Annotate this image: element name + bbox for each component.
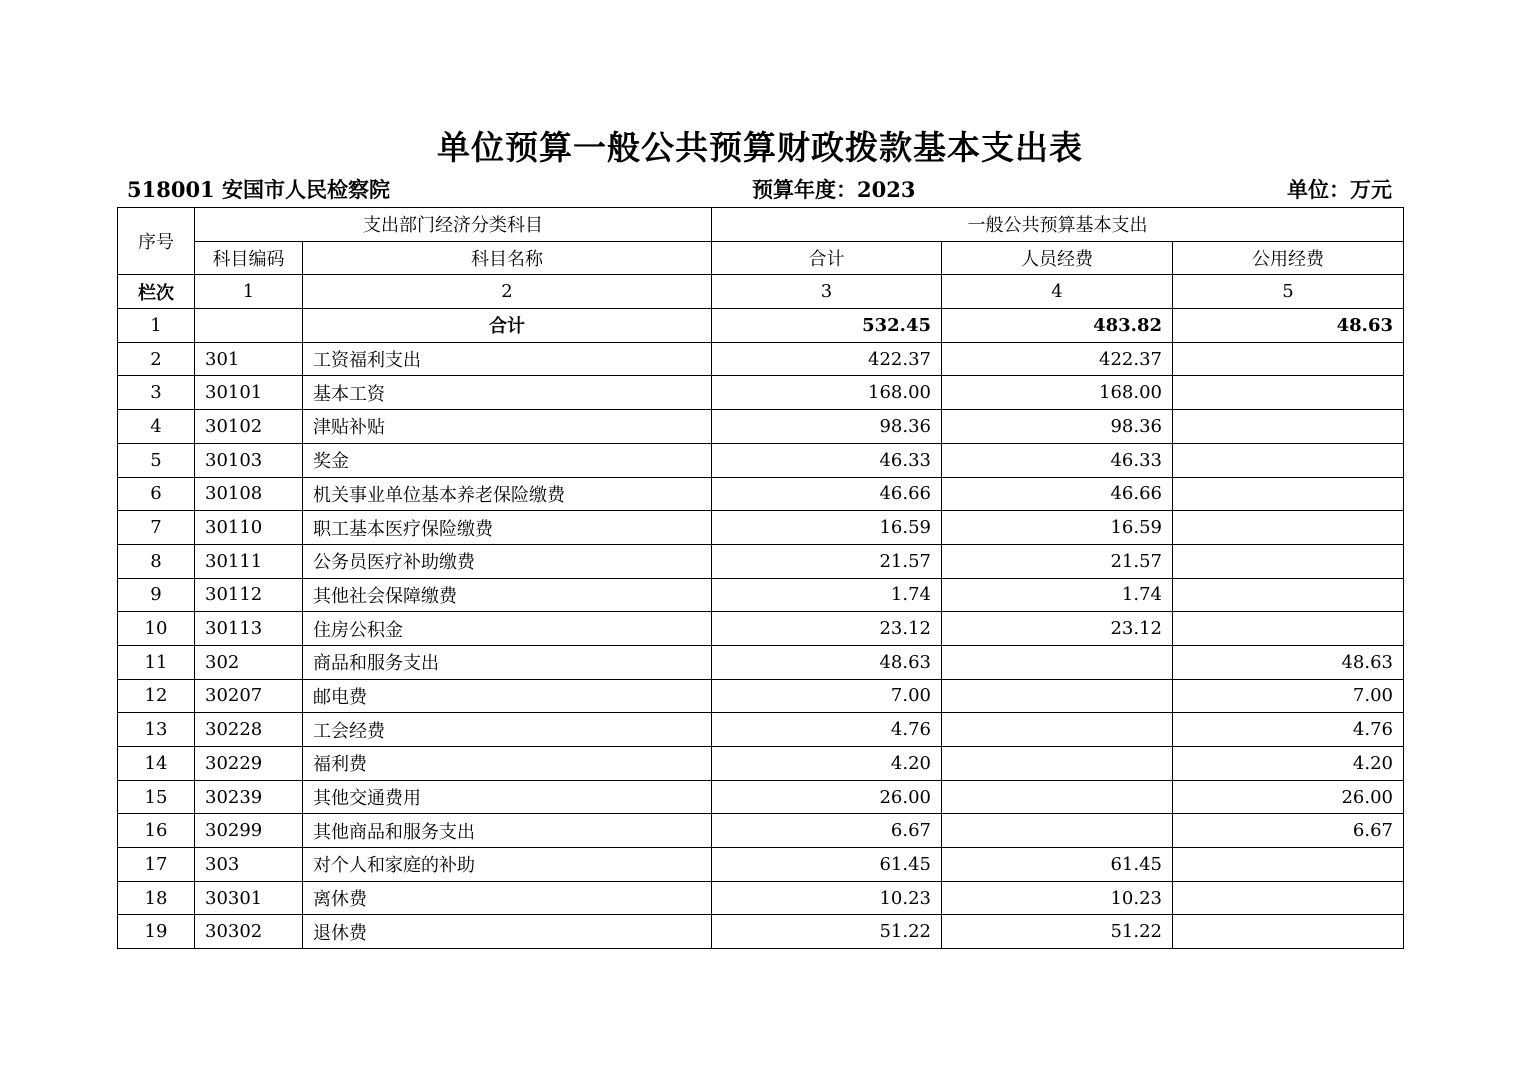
row-total: 7.00 (712, 679, 942, 713)
row-public: 26.00 (1173, 780, 1404, 814)
row-public (1173, 477, 1404, 511)
row-name: 工资福利支出 (303, 342, 712, 376)
table-row (118, 544, 1404, 578)
row-name: 职工基本医疗保险缴费 (303, 511, 712, 545)
row-seq: 19 (118, 915, 195, 949)
row-code: 30228 (195, 713, 303, 747)
row-public (1173, 881, 1404, 915)
column-number: 3 (712, 275, 942, 309)
row-code: 30112 (195, 578, 303, 612)
column-number: 5 (1173, 275, 1404, 309)
table-row (118, 747, 1404, 781)
row-public (1173, 848, 1404, 882)
row-total: 98.36 (712, 410, 942, 444)
row-name: 工会经费 (303, 713, 712, 747)
table-row (118, 713, 1404, 747)
row-code: 30229 (195, 747, 303, 781)
row-personnel: 422.37 (942, 342, 1173, 376)
row-code: 30299 (195, 814, 303, 848)
column-number-row (118, 275, 1404, 309)
total-seq: 1 (118, 309, 195, 343)
row-seq: 18 (118, 881, 195, 915)
row-public (1173, 443, 1404, 477)
row-personnel: 23.12 (942, 612, 1173, 646)
row-seq: 14 (118, 747, 195, 781)
total-personnel: 483.82 (942, 309, 1173, 343)
row-public: 4.76 (1173, 713, 1404, 747)
row-personnel (942, 679, 1173, 713)
row-seq: 17 (118, 848, 195, 882)
row-code: 30113 (195, 612, 303, 646)
row-code: 30102 (195, 410, 303, 444)
row-total: 46.66 (712, 477, 942, 511)
header-public: 公用经费 (1173, 241, 1404, 275)
row-seq: 7 (118, 511, 195, 545)
row-seq: 10 (118, 612, 195, 646)
column-number: 4 (942, 275, 1173, 309)
row-code: 30110 (195, 511, 303, 545)
header-row-2 (118, 241, 1404, 275)
row-total: 4.76 (712, 713, 942, 747)
row-code: 30103 (195, 443, 303, 477)
row-total: 21.57 (712, 544, 942, 578)
row-seq: 13 (118, 713, 195, 747)
row-name: 其他商品和服务支出 (303, 814, 712, 848)
total-row (118, 309, 1404, 343)
row-public (1173, 410, 1404, 444)
row-name: 离休费 (303, 881, 712, 915)
column-number: 2 (303, 275, 712, 309)
row-code: 30111 (195, 544, 303, 578)
table-row (118, 342, 1404, 376)
row-name: 对个人和家庭的补助 (303, 848, 712, 882)
row-public (1173, 511, 1404, 545)
row-seq: 12 (118, 679, 195, 713)
row-total: 26.00 (712, 780, 942, 814)
unit-name: 518001 安国市人民检察院 (127, 177, 390, 202)
row-name: 公务员医疗补助缴费 (303, 544, 712, 578)
row-name: 其他交通费用 (303, 780, 712, 814)
row-personnel (942, 780, 1173, 814)
row-name: 其他社会保障缴费 (303, 578, 712, 612)
table-row (118, 645, 1404, 679)
row-total: 10.23 (712, 881, 942, 915)
row-personnel (942, 713, 1173, 747)
table-row (118, 578, 1404, 612)
table-row (118, 612, 1404, 646)
row-total: 46.33 (712, 443, 942, 477)
header-total: 合计 (712, 241, 942, 275)
row-public (1173, 544, 1404, 578)
header-name: 科目名称 (303, 241, 712, 275)
row-code: 30301 (195, 881, 303, 915)
row-name: 基本工资 (303, 376, 712, 410)
row-seq: 6 (118, 477, 195, 511)
row-total: 51.22 (712, 915, 942, 949)
row-personnel (942, 645, 1173, 679)
row-name: 福利费 (303, 747, 712, 781)
row-personnel (942, 747, 1173, 781)
total-name: 合计 (303, 309, 712, 343)
budget-year: 预算年度：2023 (752, 177, 916, 202)
header-dept-group: 支出部门经济分类科目 (195, 208, 712, 242)
row-seq: 16 (118, 814, 195, 848)
row-total: 4.20 (712, 747, 942, 781)
row-personnel: 21.57 (942, 544, 1173, 578)
header-code: 科目编码 (195, 241, 303, 275)
total-public: 48.63 (1173, 309, 1404, 343)
table-row (118, 848, 1404, 882)
row-public (1173, 915, 1404, 949)
row-public: 4.20 (1173, 747, 1404, 781)
table-row (118, 881, 1404, 915)
row-name: 机关事业单位基本养老保险缴费 (303, 477, 712, 511)
row-public: 48.63 (1173, 645, 1404, 679)
row-code: 302 (195, 645, 303, 679)
total-amount: 532.45 (712, 309, 942, 343)
row-seq: 3 (118, 376, 195, 410)
header-row-1 (118, 208, 1404, 242)
row-public (1173, 376, 1404, 410)
header-personnel: 人员经费 (942, 241, 1173, 275)
table-row (118, 511, 1404, 545)
row-name: 退休费 (303, 915, 712, 949)
row-total: 48.63 (712, 645, 942, 679)
row-name: 奖金 (303, 443, 712, 477)
row-personnel: 10.23 (942, 881, 1173, 915)
table-row (118, 477, 1404, 511)
row-seq: 5 (118, 443, 195, 477)
row-total: 16.59 (712, 511, 942, 545)
row-name: 邮电费 (303, 679, 712, 713)
table-row (118, 780, 1404, 814)
row-code: 30101 (195, 376, 303, 410)
row-code: 303 (195, 848, 303, 882)
row-public (1173, 612, 1404, 646)
currency-unit: 单位：万元 (1287, 177, 1392, 202)
row-total: 1.74 (712, 578, 942, 612)
row-personnel: 46.66 (942, 477, 1173, 511)
total-code (195, 309, 303, 343)
row-public: 6.67 (1173, 814, 1404, 848)
row-seq: 4 (118, 410, 195, 444)
row-code: 301 (195, 342, 303, 376)
row-public (1173, 578, 1404, 612)
row-code: 30302 (195, 915, 303, 949)
row-seq: 9 (118, 578, 195, 612)
row-personnel (942, 814, 1173, 848)
row-personnel: 61.45 (942, 848, 1173, 882)
row-public (1173, 342, 1404, 376)
table-row (118, 443, 1404, 477)
row-personnel: 1.74 (942, 578, 1173, 612)
page-title: 单位预算一般公共预算财政拨款基本支出表 (437, 128, 1083, 167)
column-number-label: 栏次 (118, 275, 195, 309)
row-code: 30239 (195, 780, 303, 814)
column-number: 1 (195, 275, 303, 309)
row-total: 168.00 (712, 376, 942, 410)
row-code: 30108 (195, 477, 303, 511)
row-seq: 2 (118, 342, 195, 376)
row-personnel: 16.59 (942, 511, 1173, 545)
row-name: 津贴补贴 (303, 410, 712, 444)
header-seq: 序号 (118, 208, 195, 275)
row-public: 7.00 (1173, 679, 1404, 713)
row-personnel: 46.33 (942, 443, 1173, 477)
row-seq: 8 (118, 544, 195, 578)
row-total: 422.37 (712, 342, 942, 376)
table-row (118, 410, 1404, 444)
table-row (118, 915, 1404, 949)
row-total: 6.67 (712, 814, 942, 848)
row-personnel: 98.36 (942, 410, 1173, 444)
budget-table (117, 207, 1404, 949)
table-row (118, 376, 1404, 410)
row-total: 23.12 (712, 612, 942, 646)
header-expense-group: 一般公共预算基本支出 (712, 208, 1404, 242)
table-row (118, 679, 1404, 713)
row-seq: 15 (118, 780, 195, 814)
row-name: 住房公积金 (303, 612, 712, 646)
row-name: 商品和服务支出 (303, 645, 712, 679)
row-personnel: 51.22 (942, 915, 1173, 949)
table-row (118, 814, 1404, 848)
row-seq: 11 (118, 645, 195, 679)
row-code: 30207 (195, 679, 303, 713)
row-total: 61.45 (712, 848, 942, 882)
row-personnel: 168.00 (942, 376, 1173, 410)
